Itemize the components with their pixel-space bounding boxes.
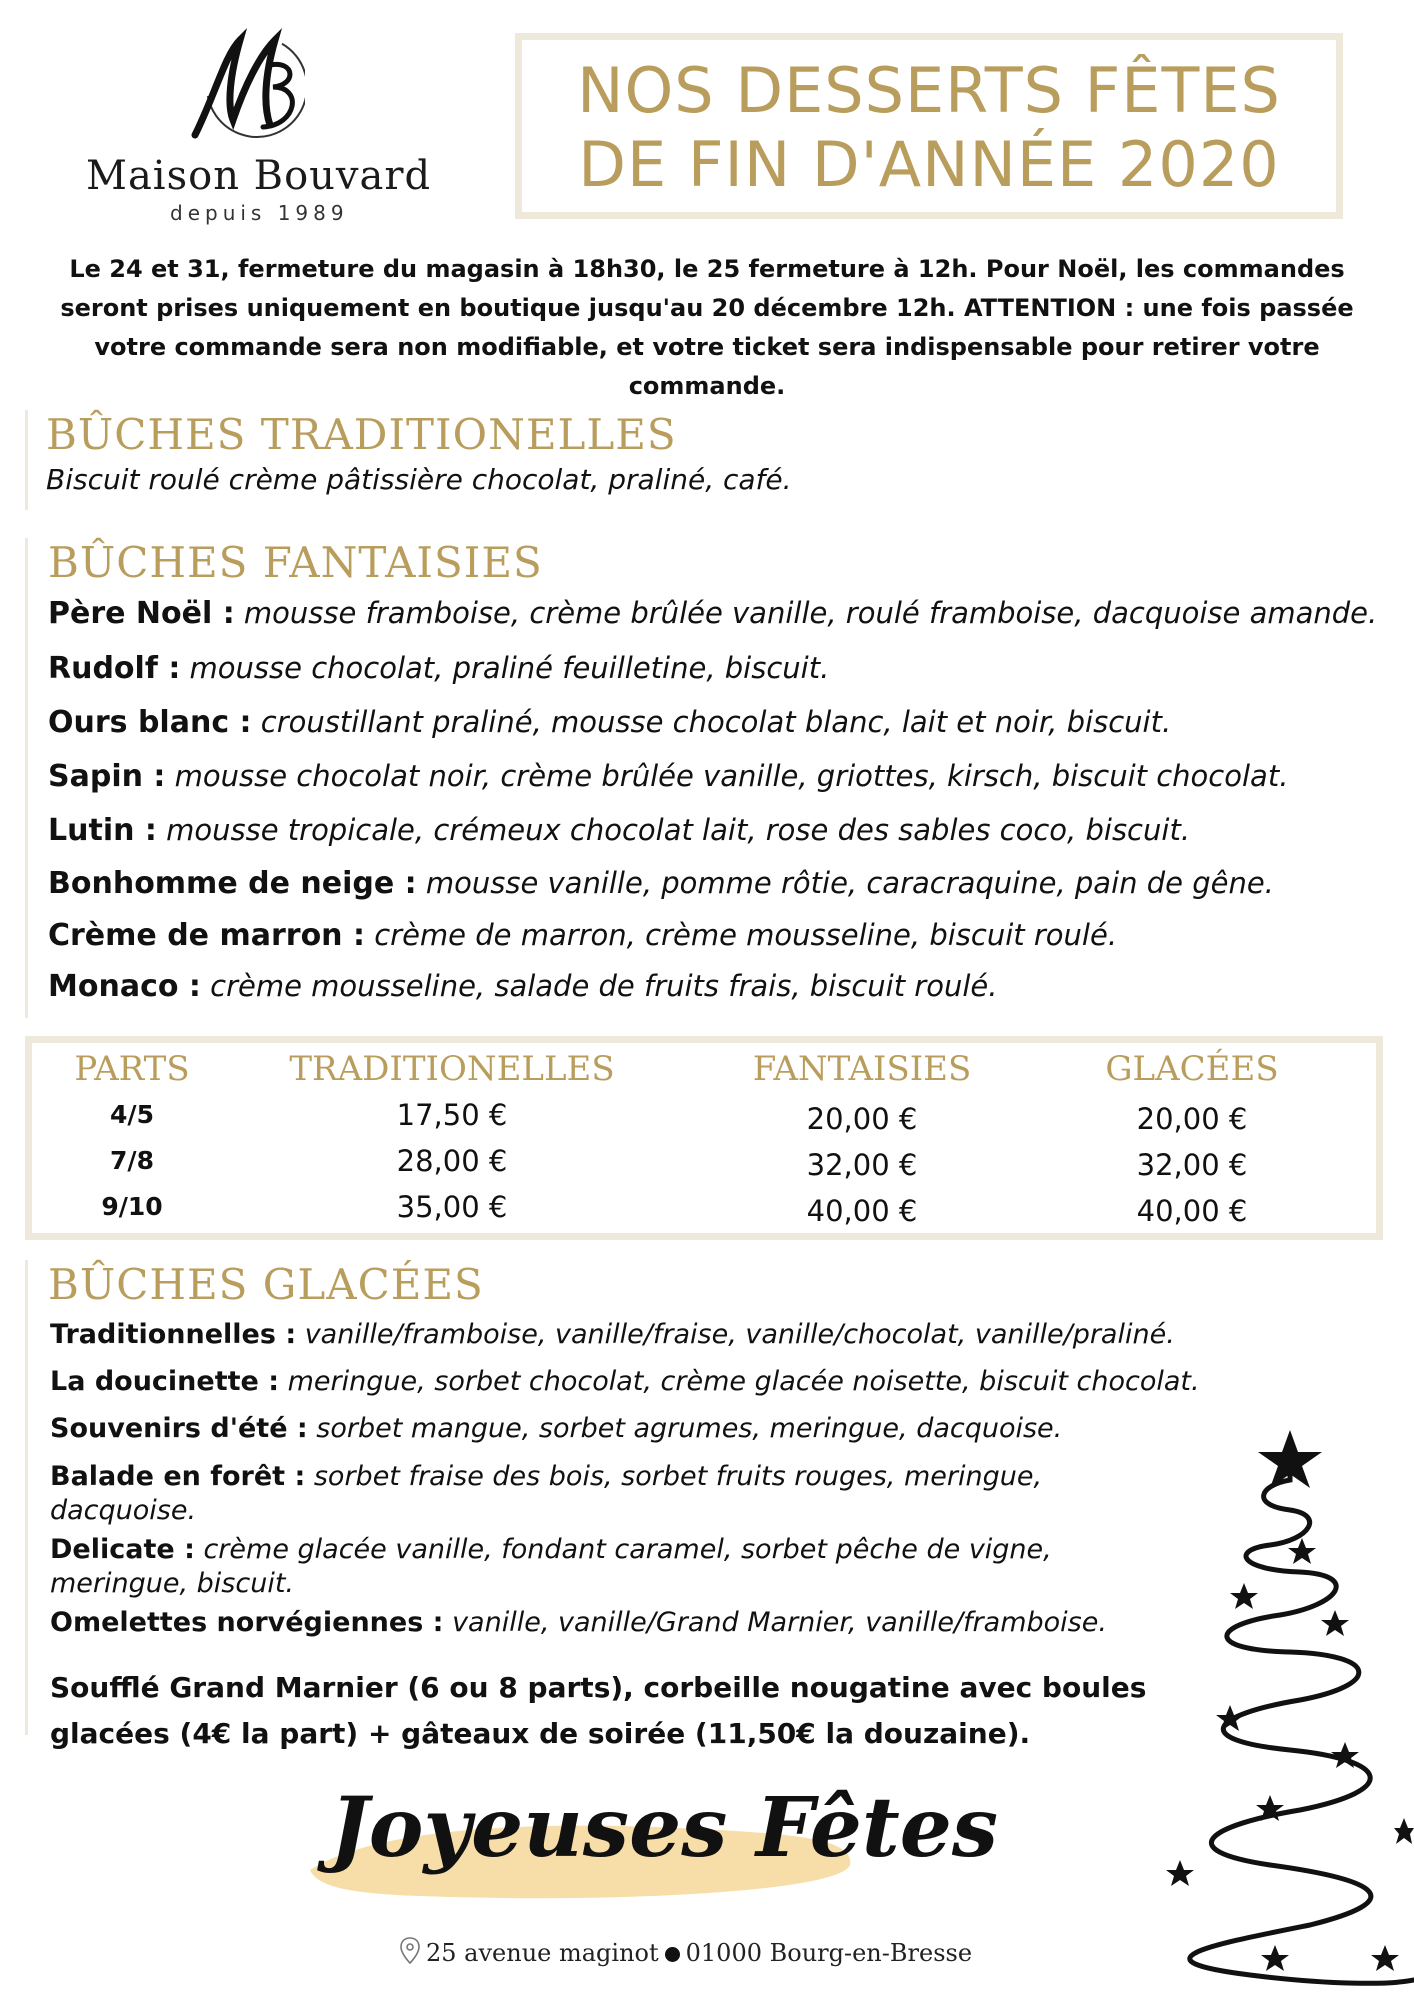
price-parts: 9/10 — [101, 1192, 163, 1221]
section-description: Biscuit roulé crème pâtissière chocolat, praliné, café. — [46, 463, 792, 496]
price-cell: 40,00 € — [806, 1194, 918, 1228]
item-description: sorbet fraise des bois, sorbet fruits rouges, meringue, dacquoise. — [50, 1461, 1043, 1526]
item-description: mousse chocolat noir, crème brûlée vanille, griottes, kirsch, biscuit chocolat. — [165, 759, 1289, 793]
item-name: Lutin : — [48, 813, 157, 848]
item-name: Monaco : — [48, 969, 201, 1004]
glacee-item — [50, 1460, 1130, 1528]
fantaisie-item — [48, 651, 829, 686]
section-fantaisies — [25, 538, 1378, 1018]
title-line-1: NOS DESSERTS FÊTES — [577, 54, 1281, 127]
item-name: Sapin : — [48, 759, 166, 794]
item-name: Balade en forêt : — [50, 1461, 306, 1492]
brand-since: depuis 1989 — [170, 201, 349, 225]
item-description: mousse framboise, crème brûlée vanille, roulé framboise, dacquoise amande. — [234, 596, 1378, 630]
item-description: crème glacée vanille, fondant caramel, sorbet pêche de vigne, meringue, biscuit. — [50, 1534, 1052, 1599]
item-description: sorbet mangue, sorbet agrumes, meringue, dacquoise. — [307, 1413, 1063, 1444]
price-parts: 7/8 — [110, 1146, 154, 1175]
fantaisie-item — [48, 813, 1190, 848]
item-description: mousse tropicale, crémeux chocolat lait, rose des sables coco, biscuit. — [156, 813, 1191, 847]
price-header: GLACÉES — [1105, 1049, 1279, 1089]
item-description: croustillant praliné, mousse chocolat blanc, lait et noir, biscuit. — [251, 705, 1172, 739]
item-name: Souvenirs d'été : — [50, 1413, 308, 1444]
item-description: crème de marron, crème mousseline, biscuit roulé. — [364, 918, 1118, 952]
extra-offer: Soufflé Grand Marnier (6 ou 8 parts), corbeille nougatine avec boules glacées (4€ la part) + gâteaux de soirée (11,50€ la douzaine). — [50, 1671, 1147, 1750]
fantaisie-item — [48, 918, 1117, 953]
fantaisie-item — [48, 596, 1377, 631]
price-cell: 32,00 € — [806, 1148, 918, 1182]
glacee-item — [50, 1318, 1250, 1352]
section-title: BÛCHES FANTAISIES — [48, 538, 543, 587]
price-cell: 17,50 € — [396, 1098, 508, 1132]
item-description: vanille/framboise, vanille/fraise, vanille/chocolat, vanille/praliné. — [296, 1319, 1175, 1350]
fantaisie-item — [48, 969, 997, 1004]
item-name: Traditionnelles : — [50, 1319, 297, 1350]
item-description: mousse chocolat, praliné feuilletine, biscuit. — [180, 651, 830, 685]
address — [400, 1937, 972, 1967]
opening-notice: Le 24 et 31, fermeture du magasin à 18h30, le 25 fermeture à 12h. Pour Noël, les commandes seront prises uniquement en boutique jusqu'au 20 décembre 12h. ATTENTION : une fois passée votre commande sera non modifiable, et votre ticket sera indispensable pour retirer votre commande. — [60, 255, 1354, 400]
fantaisie-item — [48, 759, 1288, 794]
price-cell: 20,00 € — [806, 1102, 918, 1136]
price-parts: 4/5 — [110, 1100, 154, 1129]
item-name: Delicate : — [50, 1534, 195, 1565]
price-header: PARTS — [74, 1049, 190, 1089]
christmas-tree-icon — [1150, 1420, 1414, 2000]
separator-dot-icon — [665, 1947, 680, 1962]
price-cell: 28,00 € — [396, 1144, 508, 1178]
address-city: 01000 Bourg-en-Bresse — [685, 1939, 973, 1967]
item-name: Ours blanc : — [48, 705, 252, 740]
price-header: TRADITIONELLES — [289, 1049, 615, 1089]
monogram-icon — [185, 25, 305, 155]
item-name: Bonhomme de neige : — [48, 866, 417, 901]
item-name: Rudolf : — [48, 651, 181, 686]
section-title: BÛCHES GLACÉES — [48, 1260, 484, 1309]
title-line-2: DE FIN D'ANNÉE 2020 — [578, 128, 1280, 201]
item-name: Omelettes norvégiennes : — [50, 1607, 444, 1638]
section-traditionnelles — [25, 410, 792, 510]
item-description: meringue, sorbet chocolat, crème glacée noisette, biscuit chocolat. — [279, 1366, 1200, 1397]
logo — [80, 25, 430, 230]
item-description: mousse vanille, pomme rôtie, caracraquine, pain de gêne. — [416, 866, 1274, 900]
location-pin-icon — [400, 1937, 420, 1965]
price-table — [25, 1036, 1383, 1240]
section-glacees — [25, 1260, 1200, 1750]
section-title: BÛCHES TRADITIONELLES — [46, 410, 677, 459]
brand-name: Maison Bouvard — [86, 153, 432, 199]
price-cell: 35,00 € — [396, 1190, 508, 1224]
glacee-item — [50, 1533, 1130, 1601]
fantaisie-item — [48, 866, 1274, 901]
fantaisie-item — [48, 705, 1171, 740]
item-name: La doucinette : — [50, 1366, 280, 1397]
glacee-item — [50, 1412, 1250, 1446]
title-box — [515, 33, 1343, 219]
item-name: Père Noël : — [48, 596, 235, 631]
price-cell: 20,00 € — [1136, 1102, 1248, 1136]
glacee-item — [50, 1365, 1250, 1399]
item-name: Crème de marron : — [48, 918, 365, 953]
greeting: Joyeuses Fêtes — [330, 1780, 999, 1876]
price-cell: 32,00 € — [1136, 1148, 1248, 1182]
item-description: vanille, vanille/Grand Marnier, vanille/framboise. — [443, 1607, 1107, 1638]
item-description: crème mousseline, salade de fruits frais, biscuit roulé. — [200, 969, 998, 1003]
price-header: FANTAISIES — [752, 1049, 972, 1089]
address-street: 25 avenue maginot — [426, 1939, 659, 1967]
glacee-item — [50, 1606, 1250, 1640]
price-cell: 40,00 € — [1136, 1194, 1248, 1228]
